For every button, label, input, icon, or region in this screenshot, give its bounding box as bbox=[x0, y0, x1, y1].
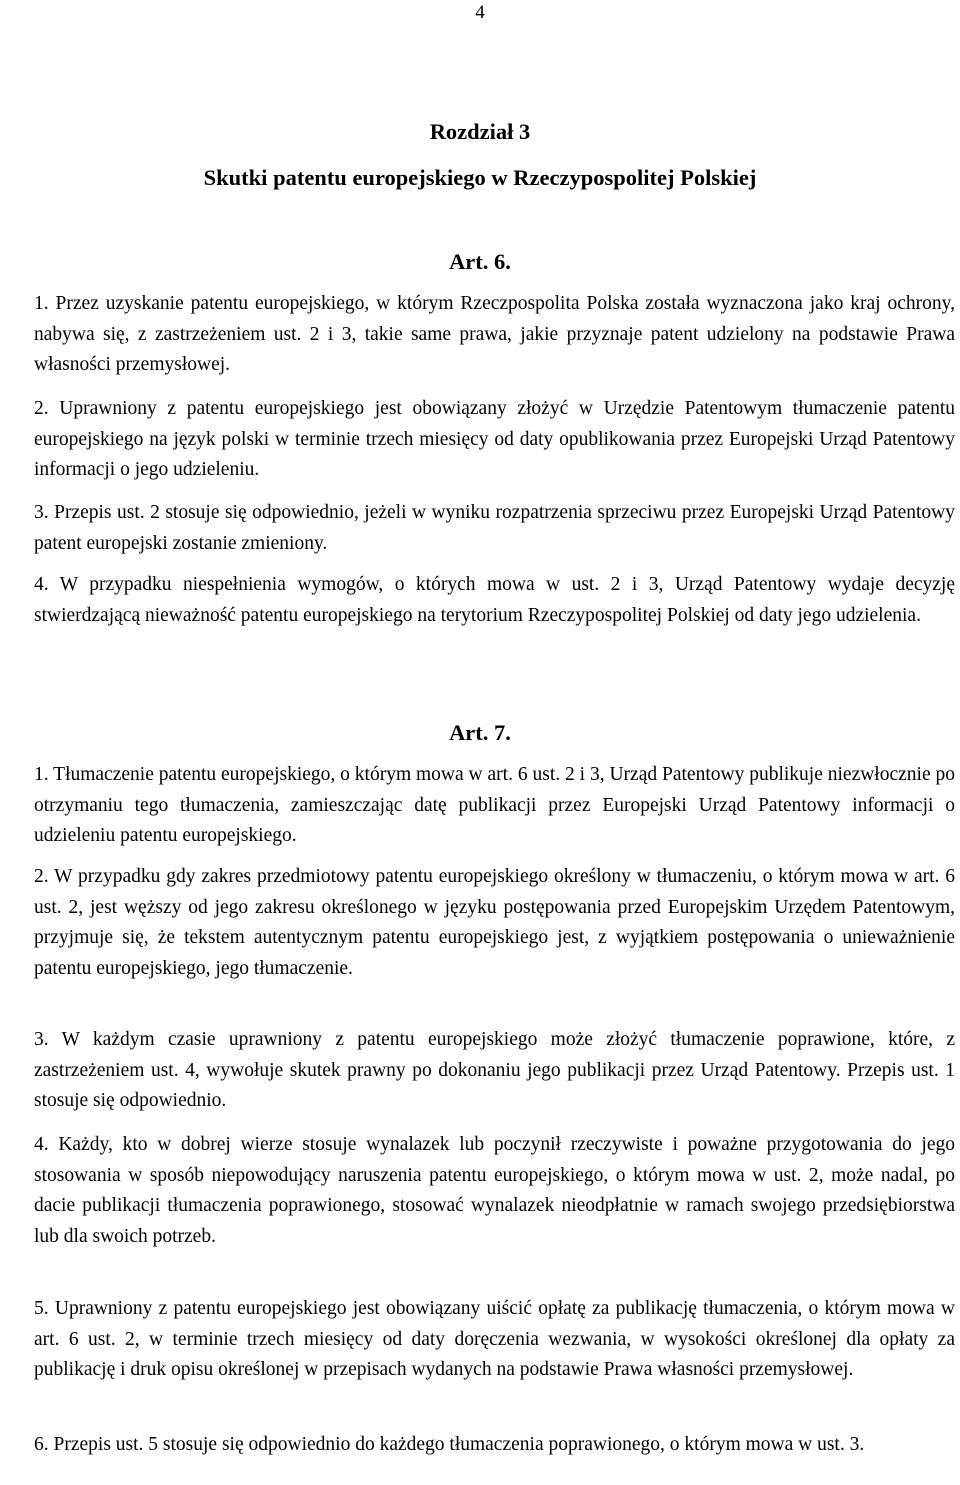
art7-paragraph-6: 6. Przepis ust. 5 stosuje się odpowiednio do każdego tłumaczenia poprawionego, o którym mowa w ust. 3. bbox=[34, 1434, 865, 1455]
art7-paragraph-1: 1. Tłumaczenie patentu europejskiego, o którym mowa w art. 6 ust. 2 i 3, Urząd Patentowy publikuje niezwłocznie po otrzymaniu tego tłumaczenia, zamieszczając datę publikacji przez Europejski Urząd Patentowy informacji o udzieleniu patentu europejskiego. bbox=[34, 764, 955, 846]
art7-paragraph-5: 5. Uprawniony z patentu europejskiego jest obowiązany uiścić opłatę za publikację tłumaczenia, o którym mowa w art. 6 ust. 2, w terminie trzech miesięcy od daty doręczenia wezwania, w wysokości określonej dla opłaty za publikację i druk opisu określonej w przepisach wydanych na podstawie Prawa własności przemysłowej. bbox=[34, 1298, 955, 1380]
art7-paragraph-4: 4. Każdy, kto w dobrej wierze stosuje wynalazek lub poczynił rzeczywiste i poważne przygotowania do jego stosowania w sposób niepowodujący naruszenia patentu europejskiego, o którym mowa w ust. 2, może nadal, po dacie publikacji tłumaczenia poprawionego, stosować wynalazek nieodpłatnie w ramach swojego przedsiębiorstwa lub dla swoich potrzeb. bbox=[34, 1134, 955, 1247]
chapter-title: Rozdział 3 bbox=[429, 119, 531, 144]
chapter-subtitle: Skutki patentu europejskiego w Rzeczypospolitej Polskiej bbox=[203, 165, 757, 190]
page-number: 4 bbox=[475, 2, 485, 23]
art6-paragraph-1: 1. Przez uzyskanie patentu europejskiego, w którym Rzeczpospolita Polska została wyznaczona jako kraj ochrony, nabywa się, z zastrzeżeniem ust. 2 i 3, takie same prawa, jakie przyznaje patent udzielony na podstawie Prawa własności przemysłowej. bbox=[34, 293, 955, 375]
art6-paragraph-2: 2. Uprawniony z patentu europejskiego jest obowiązany złożyć w Urzędzie Patentowym tłumaczenie patentu europejskiego na język polski w terminie trzech miesięcy od daty opublikowania przez Europejski Urząd Patentowy informacji o jego udzieleniu. bbox=[34, 398, 955, 480]
art7-paragraph-3: 3. W każdym czasie uprawniony z patentu europejskiego może złożyć tłumaczenie poprawione, które, z zastrzeżeniem ust. 4, wywołuje skutek prawny po dokonaniu jego publikacji przez Urząd Patentowy. Przepis ust. 1 stosuje się odpowiednio. bbox=[34, 1029, 955, 1111]
art6-paragraph-3: 3. Przepis ust. 2 stosuje się odpowiednio, jeżeli w wyniku rozpatrzenia sprzeciwu przez Europejski Urząd Patentowy patent europejski zostanie zmieniony. bbox=[34, 502, 955, 554]
art7-paragraph-2: 2. W przypadku gdy zakres przedmiotowy patentu europejskiego określony w tłumaczeniu, o którym mowa w art. 6 ust. 2, jest węższy od jego zakresu określonego w języku postępowania przed Europejskim Urzędem Patentowym, przyjmuje się, że tekstem autentycznym patentu europejskiego jest, z wyjątkiem postępowania o unieważnienie patentu europejskiego, jego tłumaczenie. bbox=[34, 866, 955, 979]
article-7-heading: Art. 7. bbox=[449, 720, 511, 745]
art6-paragraph-4: 4. W przypadku niespełnienia wymogów, o których mowa w ust. 2 i 3, Urząd Patentowy wydaje decyzję stwierdzającą nieważność patentu europejskiego na terytorium Rzeczypospolitej Polskiej od daty jego udzielenia. bbox=[34, 574, 955, 626]
article-6-heading: Art. 6. bbox=[449, 249, 511, 274]
